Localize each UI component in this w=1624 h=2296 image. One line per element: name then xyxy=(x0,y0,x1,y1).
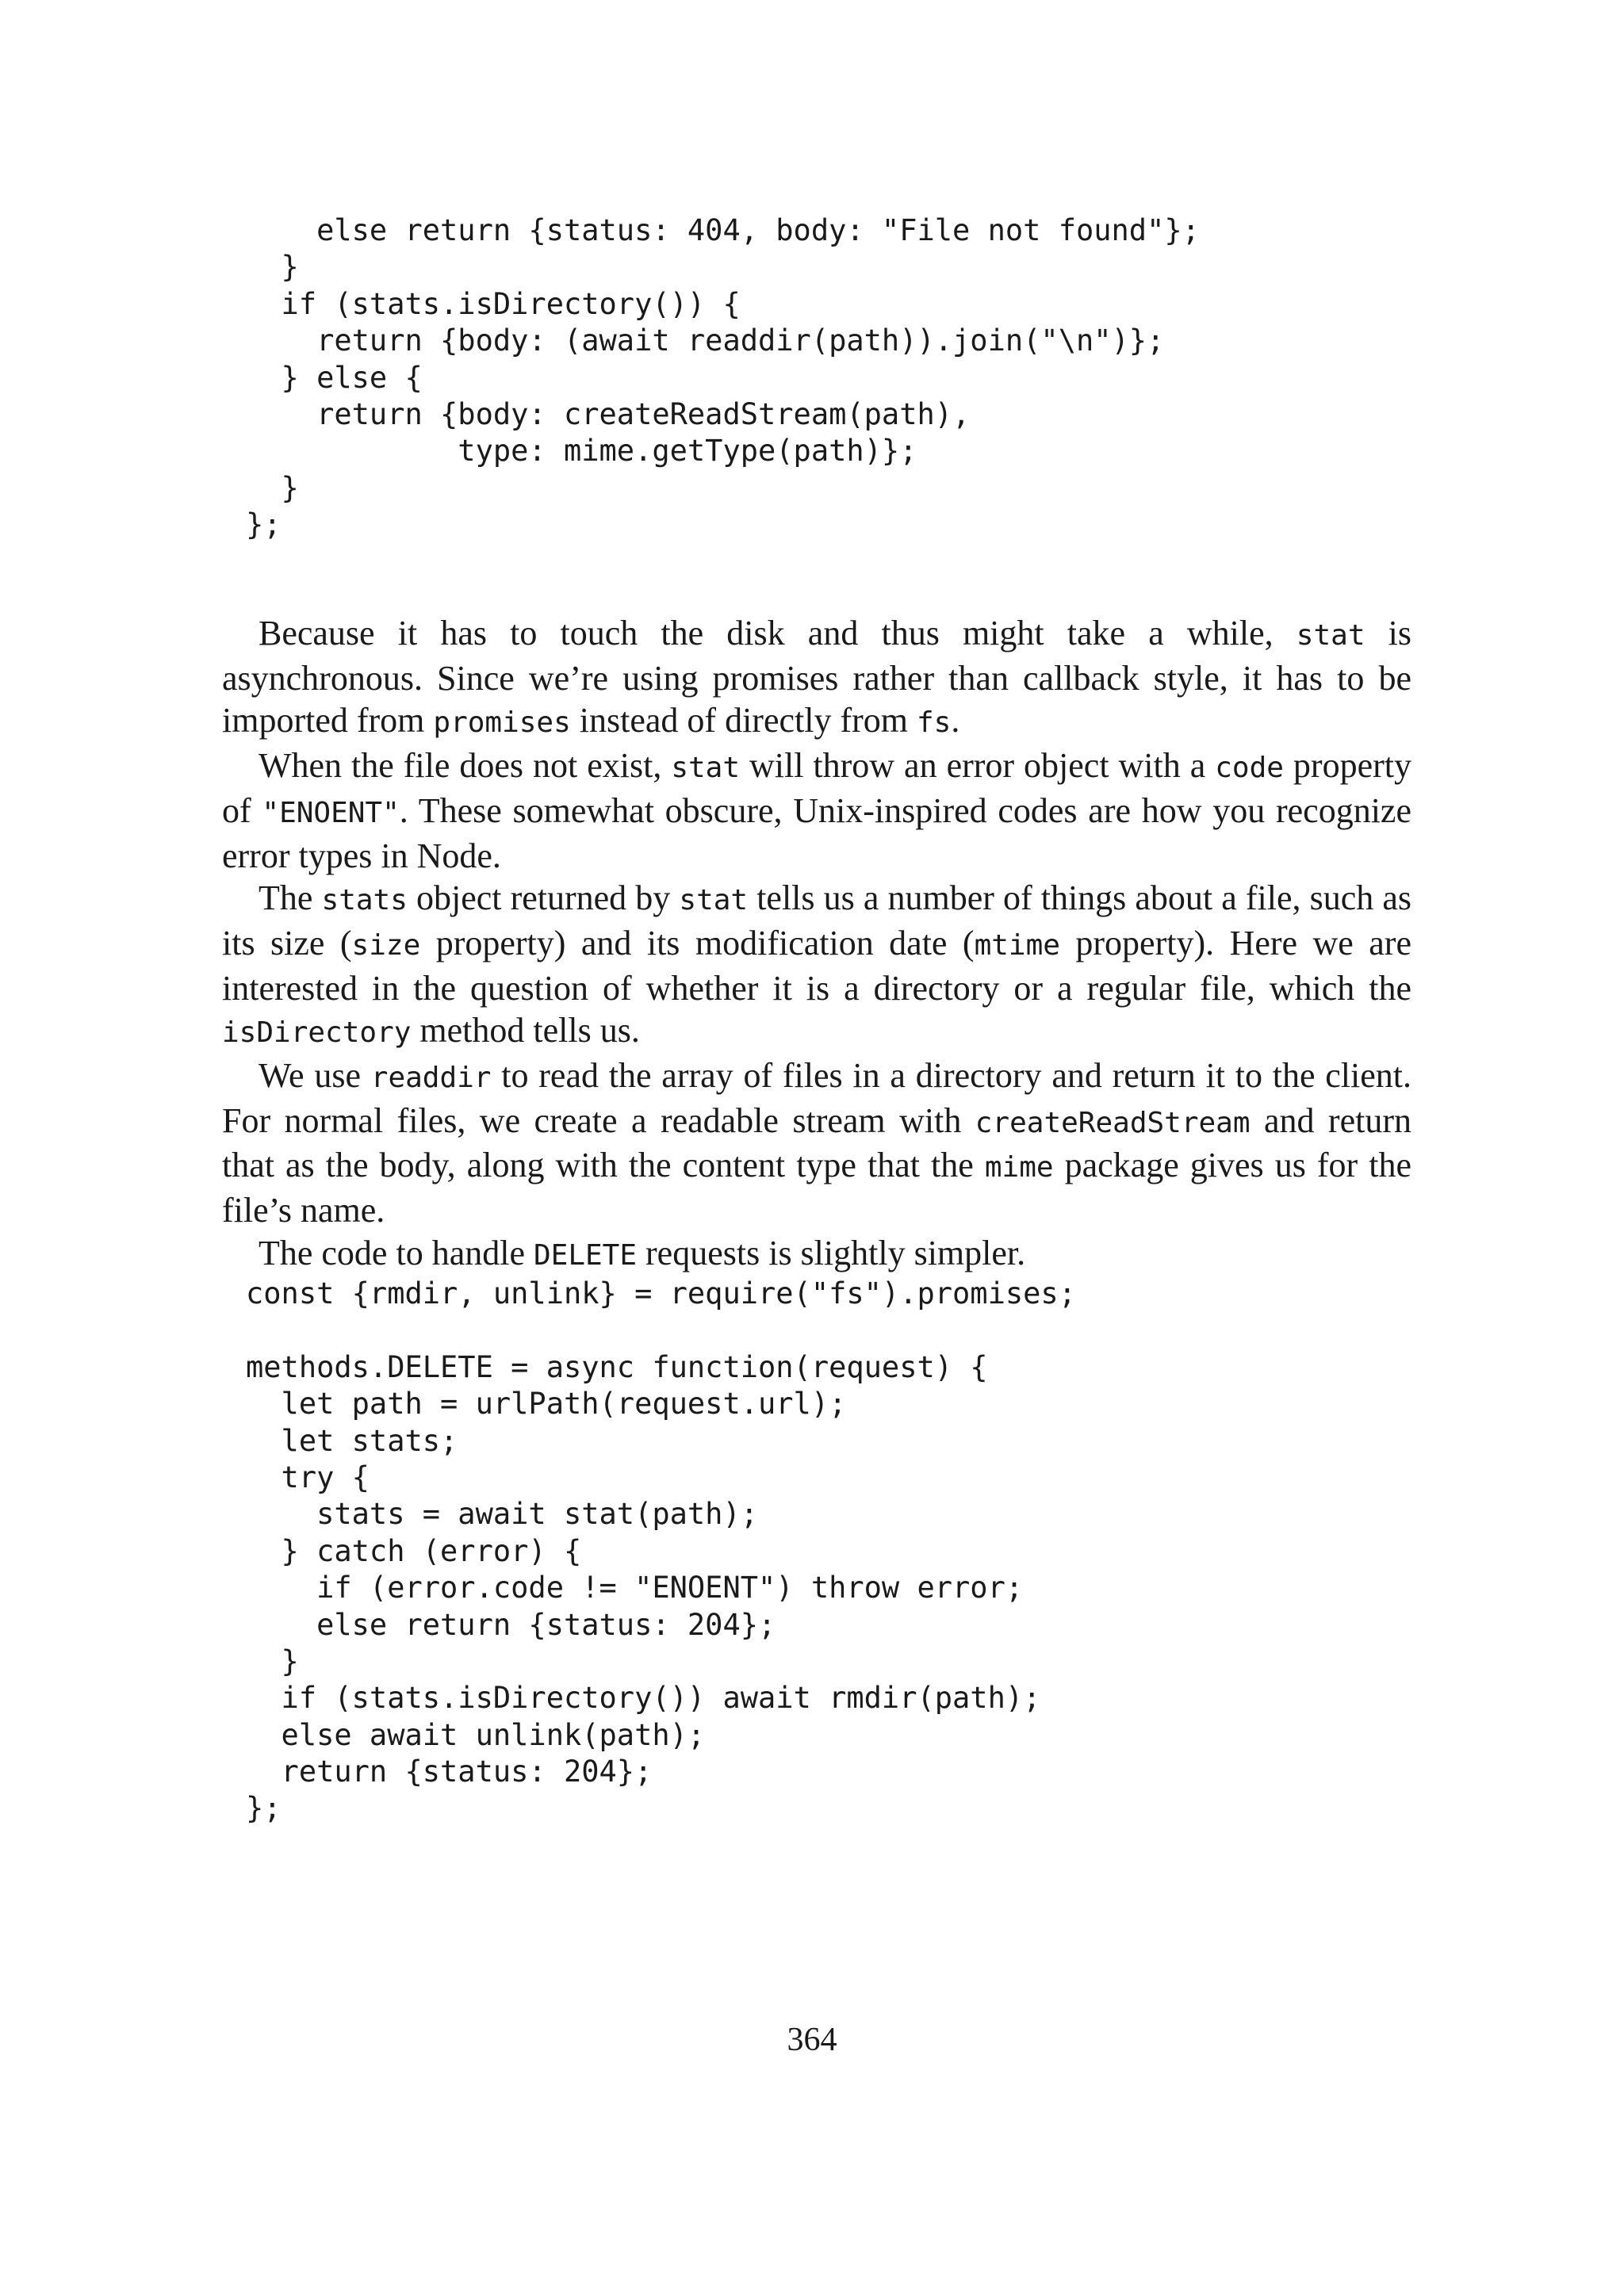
code-line: const {rmdir, unlink} = require("fs").promises; xyxy=(246,1276,1076,1311)
inline-code: mime xyxy=(984,1151,1054,1184)
paragraph-text: . These somewhat obscure, Unix-inspired codes are how you recognize error types in Node. xyxy=(222,790,1411,875)
paragraph-text: is asynchronous. Since we’re using promises rather than callback style, it has to be imported from xyxy=(222,614,1411,740)
code-line: methods.DELETE = async function(request) { xyxy=(246,1349,988,1384)
paragraph-text: Because it has to touch the disk and thus might take a while, xyxy=(259,614,1297,652)
paragraph xyxy=(222,612,1411,744)
inline-code: DELETE xyxy=(533,1238,638,1272)
code-line: } xyxy=(246,470,299,505)
paragraph-text: method tells us. xyxy=(411,1011,640,1050)
paragraph xyxy=(222,1232,1411,1277)
paragraph-text: property of xyxy=(222,746,1411,830)
paragraph-text: object returned by xyxy=(407,878,680,918)
code-line xyxy=(246,1312,1076,1349)
paragraph-text: and return that as the body, along with the content type that the xyxy=(222,1100,1411,1185)
body-text xyxy=(222,612,1411,1277)
inline-code: code xyxy=(1215,752,1284,785)
paragraph-text: When the file does not exist, xyxy=(259,746,672,786)
paragraph-text: will throw an error object with a xyxy=(740,746,1216,786)
inline-code: mtime xyxy=(974,928,1060,962)
code-line: return {body: createReadStream(path), xyxy=(246,396,971,431)
paragraph-text: requests is slightly simpler. xyxy=(637,1233,1026,1272)
paragraph-text: package gives us for the file’s name. xyxy=(222,1146,1411,1230)
paragraph-text: tells us a number of things about a file, such as its size ( xyxy=(222,878,1412,962)
code-line: if (stats.isDirectory()) { xyxy=(246,286,741,321)
code-listing-delete-handler xyxy=(246,1276,1076,1827)
code-line: }; xyxy=(246,507,282,542)
inline-code: "ENOENT" xyxy=(262,796,400,829)
code-line: return {body: (await readdir(path)).join("\n")}; xyxy=(246,323,1165,358)
code-line: if (stats.isDirectory()) await rmdir(path); xyxy=(246,1681,1041,1716)
inline-code: isDirectory xyxy=(222,1016,412,1050)
inline-code: createReadStream xyxy=(975,1106,1251,1139)
inline-code: size xyxy=(351,928,421,962)
paragraph-text: property) and its modification date ( xyxy=(420,923,975,962)
code-line: else return {status: 204}; xyxy=(246,1607,776,1642)
code-listing-get-continuation xyxy=(246,212,1200,544)
code-line: }; xyxy=(246,1791,282,1826)
code-line: type: mime.getType(path)}; xyxy=(246,434,917,469)
code-line: return {status: 204}; xyxy=(246,1755,653,1789)
code-line: let path = urlPath(request.url); xyxy=(246,1387,847,1422)
code-line: else await unlink(path); xyxy=(246,1717,706,1752)
code-line: } xyxy=(246,250,299,285)
code-line: else return {status: 404, body: "File not found"}; xyxy=(246,213,1200,247)
paragraph xyxy=(222,877,1411,1054)
inline-code: stat xyxy=(1296,619,1365,652)
paragraph xyxy=(222,1054,1411,1232)
inline-code: stats xyxy=(321,884,408,917)
code-line: try { xyxy=(246,1460,370,1494)
paragraph-text: to read the array of files in a directory and return it to the client. For normal files, we create a readable stream with xyxy=(222,1056,1412,1140)
page-number: 364 xyxy=(787,2022,837,2058)
paragraph xyxy=(222,744,1411,877)
code-line: let stats; xyxy=(246,1423,458,1458)
inline-code: stat xyxy=(671,752,741,785)
inline-code: promises xyxy=(433,706,571,740)
code-line: stats = await stat(path); xyxy=(246,1497,759,1532)
paragraph-text: The xyxy=(259,878,322,918)
inline-code: stat xyxy=(679,884,749,917)
paragraph-text: We use xyxy=(259,1056,371,1096)
paragraph-text: The code to handle xyxy=(259,1233,534,1272)
code-line: } catch (error) { xyxy=(246,1533,582,1568)
paragraph-text: property). Here we are interested in the question of whether it is a directory or a regular file, which the xyxy=(222,923,1411,1008)
code-line: } else { xyxy=(246,360,423,395)
code-line: if (error.code != "ENOENT") throw error; xyxy=(246,1571,1024,1605)
paragraph-text: . xyxy=(951,701,960,740)
inline-code: readdir xyxy=(370,1062,492,1095)
inline-code: fs xyxy=(916,706,952,740)
paragraph-text: instead of directly from xyxy=(570,701,917,740)
code-line: } xyxy=(246,1644,299,1678)
